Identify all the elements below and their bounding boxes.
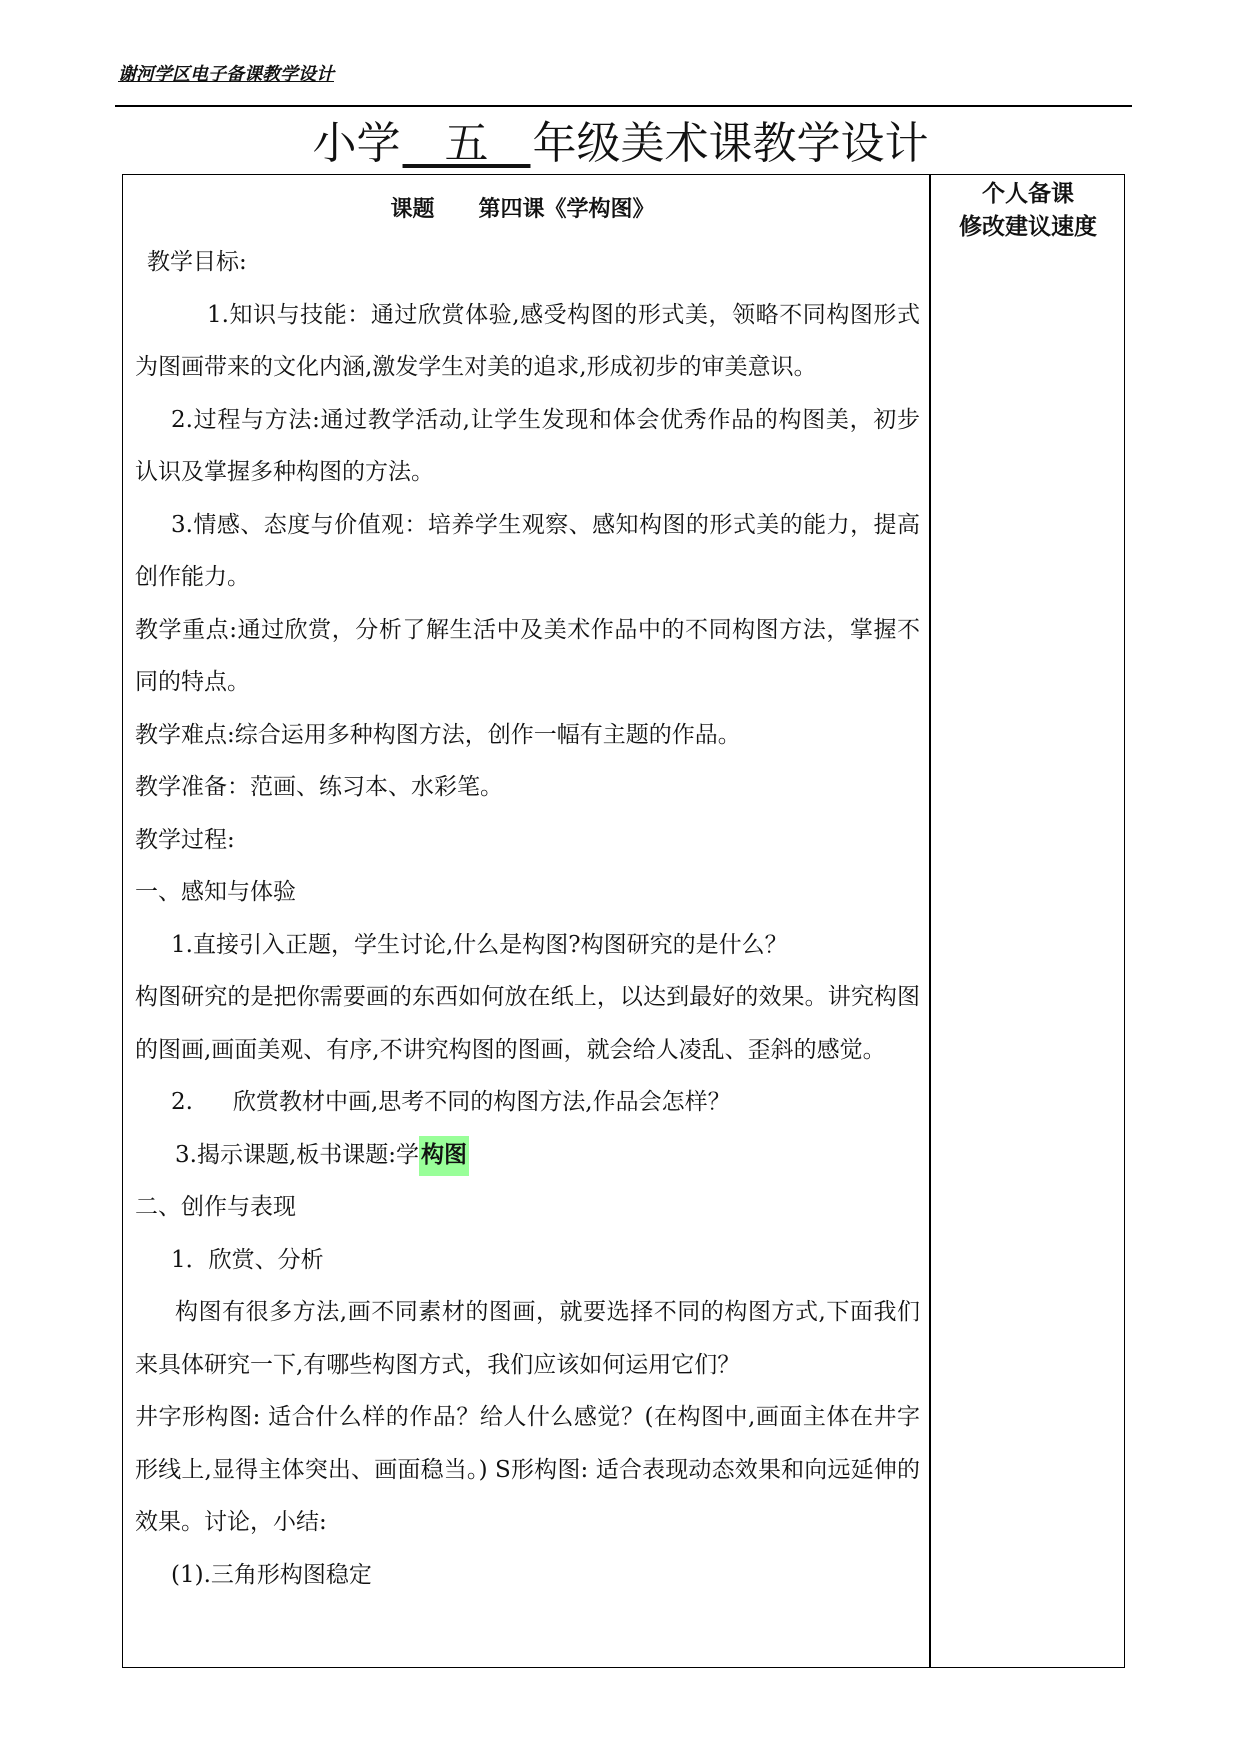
section-1-item-1: 1.直接引入正题，学生讨论,什么是构图?构图研究的是什么？: [171, 931, 788, 958]
section-2-item-a: (1).三角形构图稳定: [171, 1561, 372, 1588]
item-2-number: 2.: [171, 1089, 193, 1115]
title-suffix: 年级美术课教学设计: [532, 118, 929, 169]
item-3-text: 3.揭示课题,板书课题:学: [175, 1141, 420, 1168]
highlighted-term: 构图: [419, 1136, 469, 1176]
page-title: [0, 112, 1241, 176]
section-2-paragraph-2: 井字形构图: 适合什么样的作品？给人什么感觉？(在构图中,画面主体在井字形线上,显得主体突出、画面稳当。) S形构图: 适合表现动态效果和向远延伸的效果。讨论，小结:: [135, 1404, 920, 1535]
title-prefix: 小学: [312, 118, 401, 169]
table-column-divider: [929, 174, 931, 1668]
lesson-name: 第四课《学构图》: [478, 197, 655, 222]
lesson-title: [135, 184, 920, 236]
lesson-content: [135, 184, 920, 1601]
document-header: 谢河学区电子备课教学设计: [118, 64, 334, 85]
section-1-heading: 一、感知与体验: [135, 879, 296, 905]
title-grade: [401, 112, 533, 176]
side-column-header: [931, 174, 1125, 244]
lesson-label: 课题: [390, 197, 435, 222]
title-grade-value: 五: [444, 118, 489, 169]
objective-1: 1.知识与技能：通过欣赏体验,感受构图的形式美，领略不同构图形式为图画带来的文化内涵,激发学生对美的追求,形成初步的审美意识。: [135, 301, 920, 380]
difficulty: 教学难点:综合运用多种构图方法，创作一幅有主题的作品。: [135, 721, 741, 748]
section-2-paragraph-1: 构图有很多方法,画不同素材的图画，就要选择不同的构图方式,下面我们来具体研究一下,有哪些构图方式，我们应该如何运用它们？: [135, 1299, 920, 1378]
item-2-text: 欣赏教材中画,思考不同的构图方法,作品会怎样？: [232, 1089, 731, 1115]
objective-3: 3.情感、态度与价值观：培养学生观察、感知构图的形式美的能力，提高创作能力。: [135, 511, 920, 590]
section-1-paragraph: 构图研究的是把你需要画的东西如何放在纸上，以达到最好的效果。讲究构图的图画,画面美观、有序,不讲究构图的图画，就会给人凌乱、歪斜的感觉。: [135, 984, 920, 1063]
side-column-line1: 个人备课: [982, 181, 1074, 207]
key-point: 教学重点:通过欣赏，分析了解生活中及美术作品中的不同构图方法，掌握不同的特点。: [135, 616, 920, 695]
section-2-heading: 二、创作与表现: [135, 1194, 296, 1220]
objective-2: 2.过程与方法:通过教学活动,让学生发现和体会优秀作品的构图美，初步认识及掌握多种构图的方法。: [135, 406, 920, 485]
section-1-item-2: [135, 1076, 920, 1129]
objectives-heading: 教学目标:: [147, 249, 247, 275]
header-rule: [115, 105, 1132, 107]
side-column-line2: 修改建议速度: [959, 214, 1097, 240]
section-2-item-1: 1．欣赏、分析: [171, 1246, 324, 1273]
process-heading: 教学过程:: [135, 826, 235, 853]
section-1-item-3: [135, 1129, 920, 1182]
preparation: 教学准备：范画、练习本、水彩笔。: [135, 774, 503, 800]
